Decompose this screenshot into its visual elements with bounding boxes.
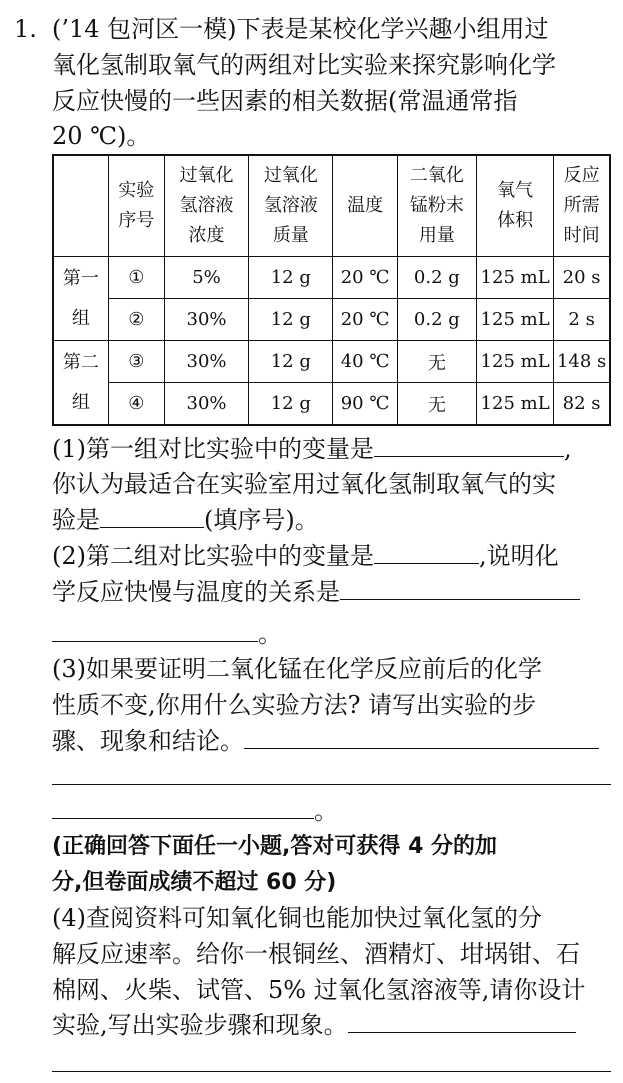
part2-line3: 。	[52, 617, 611, 651]
table-cell: 30%	[164, 383, 248, 426]
table-cell: 20 ℃	[333, 257, 397, 299]
table-cell: 30%	[164, 299, 248, 341]
answer-blank-4a[interactable]	[348, 1010, 576, 1033]
answer-blank-2c[interactable]	[52, 619, 258, 642]
group-label: 第一 组	[53, 257, 108, 341]
table-cell: 125 mL	[476, 383, 553, 426]
intro-line-2: 氧化氢制取氧气的两组对比实验来探究影响化学	[52, 51, 556, 79]
table-cell: 125 mL	[476, 299, 553, 341]
table-cell: 12 g	[249, 299, 333, 341]
header-cell-seq: 实验 序号	[108, 155, 164, 257]
table-row	[53, 299, 610, 341]
table-row	[53, 341, 610, 383]
part3-line1: (3)如果要证明二氧化锰在化学反应前后的化学	[52, 655, 542, 683]
table-cell: 82 s	[554, 383, 610, 426]
header-cell-mass: 过氧化 氢溶液 质量	[249, 155, 333, 257]
part4-line3: 棉网、火柴、试管、5% 过氧化氢溶液等,请你设计	[52, 976, 586, 1004]
table-header-row	[53, 155, 610, 257]
answer-blank-3c[interactable]	[52, 796, 314, 819]
answer-line-4b[interactable]	[52, 1070, 611, 1072]
answer-line-3b[interactable]	[52, 783, 611, 785]
bonus-note-line1: (正确回答下面任一小题,答对可获得 4 分的加	[52, 834, 498, 859]
header-cell-time: 反应 所需 时间	[554, 155, 610, 257]
table-cell: 无	[397, 383, 476, 426]
question-number: 1.	[14, 15, 37, 43]
table-cell: 5%	[164, 257, 248, 299]
table-cell: 12 g	[249, 341, 333, 383]
group-label: 第二 组	[53, 341, 108, 426]
intro-line-3: 反应快慢的一些因素的相关数据(常温通常指	[52, 87, 518, 115]
part4-line1: (4)查阅资料可知氧化铜也能加快过氧化氢的分	[52, 904, 542, 932]
table-cell: ③	[108, 341, 164, 383]
table-cell: 148 s	[554, 341, 610, 383]
table-cell: 20 ℃	[333, 299, 397, 341]
table-cell: 无	[397, 341, 476, 383]
header-cell-mno2: 二氧化 锰粉末 用量	[397, 155, 476, 257]
table-cell: ④	[108, 383, 164, 426]
bonus-note-line2: 分,但卷面成绩不超过 60 分)	[52, 870, 337, 895]
answer-blank-2a[interactable]	[374, 541, 479, 564]
table-row	[53, 257, 610, 299]
part2-line1: (2)第二组对比实验中的变量是 ,说明化	[52, 542, 559, 570]
table-cell: 12 g	[249, 257, 333, 299]
part4-line4: 实验,写出实验步骤和现象。	[52, 1008, 611, 1042]
intro-line-4: 20 ℃)。	[52, 122, 151, 150]
table-cell: 0.2 g	[397, 299, 476, 341]
header-cell-oxygen-volume: 氧气 体积	[476, 155, 553, 257]
part4-line2: 解反应速率。给你一根铜丝、酒精灯、坩埚钳、石	[52, 940, 580, 968]
answer-blank-2b[interactable]	[340, 577, 580, 600]
header-cell-blank	[53, 155, 108, 257]
table-cell: 125 mL	[476, 341, 553, 383]
table-cell: 30%	[164, 341, 248, 383]
part3-line2: 性质不变,你用什么实验方法? 请写出实验的步	[52, 691, 537, 719]
answer-blank-3a[interactable]	[244, 726, 599, 749]
table-cell: 2 s	[554, 299, 610, 341]
answer-blank-1b[interactable]	[100, 505, 204, 528]
intro-line-1: (’14 包河区一模)下表是某校化学兴趣小组用过	[52, 15, 549, 43]
experiment-table	[52, 154, 611, 426]
part3-line3: 骤、现象和结论。	[52, 724, 611, 758]
part3-line5: 。	[52, 794, 611, 828]
table-cell: ①	[108, 257, 164, 299]
table-cell: 12 g	[249, 383, 333, 426]
table-cell: 0.2 g	[397, 257, 476, 299]
table-cell: 40 ℃	[333, 341, 397, 383]
table-cell: 125 mL	[476, 257, 553, 299]
table-cell: ②	[108, 299, 164, 341]
part1-line2: 你认为最适合在实验室用过氧化氢制取氧气的实	[52, 470, 556, 498]
part2-line2: 学反应快慢与温度的关系是	[52, 575, 611, 609]
part1-line3: 验是 (填序号)。	[52, 506, 319, 534]
header-cell-temperature: 温度	[333, 155, 397, 257]
answer-blank-1a[interactable]	[374, 434, 564, 457]
table-cell: 90 ℃	[333, 383, 397, 426]
table-row	[53, 383, 610, 426]
table-cell: 20 s	[554, 257, 610, 299]
header-cell-concentration: 过氧化 氢溶液 浓度	[164, 155, 248, 257]
part1-line1: (1)第一组对比实验中的变量是 ,	[52, 435, 572, 463]
